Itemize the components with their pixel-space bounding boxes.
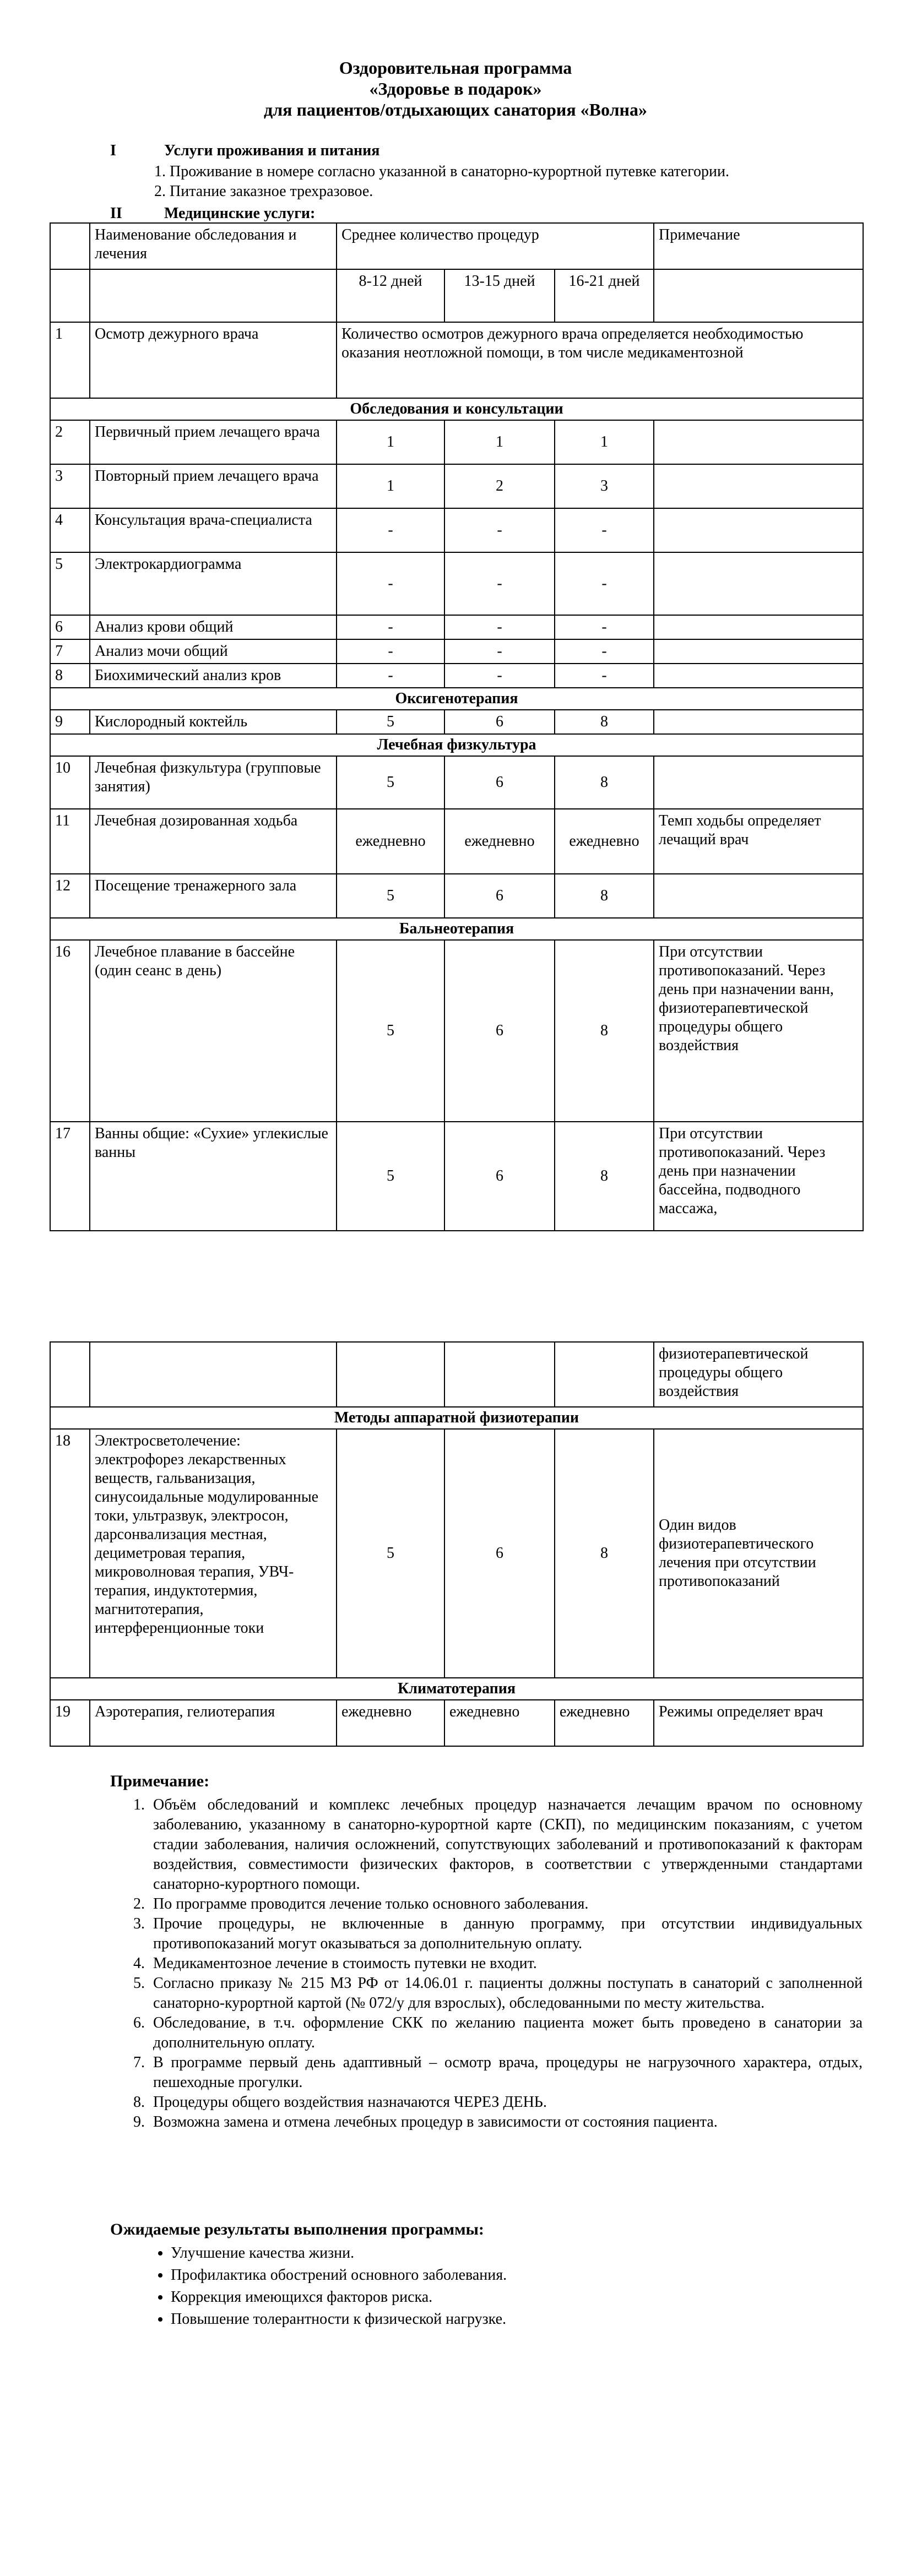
- row-number: 1: [50, 322, 90, 398]
- table-period-row: [50, 269, 863, 322]
- doc-title-line2: «Здоровье в подарок»: [369, 79, 542, 99]
- count-13-15: -: [444, 615, 555, 639]
- table-row: [50, 1122, 863, 1231]
- group-heading-climate: Климатотерапия: [50, 1678, 863, 1700]
- row-number: 4: [50, 508, 90, 552]
- row-note: При отсутствии противопоказаний. Через день при назначении ванн, физиотерапевтической процедуры общего воздействия: [654, 940, 863, 1122]
- service-item: 1. Проживание в номере согласно указанной в санаторно-курортной путевке категории.: [154, 163, 729, 180]
- table-row: [50, 710, 863, 734]
- medical-services-table: [50, 222, 864, 1231]
- result-item: • Коррекция имеющихся факторов риска.: [171, 2286, 507, 2308]
- table-row: [50, 508, 863, 552]
- count-16-21: 8: [555, 1122, 654, 1231]
- row-number: 7: [50, 639, 90, 664]
- procedure-name: Консультация врача-специалиста: [90, 508, 337, 552]
- count-13-15: 1: [444, 420, 555, 464]
- procedure-name: Лечебное плавание в бассейне (один сеанс в день): [90, 940, 337, 1122]
- count-13-15: 2: [444, 464, 555, 508]
- count-8-12: -: [337, 552, 444, 615]
- table-row: [50, 322, 863, 398]
- group-heading-physio: Методы аппаратной физиотерапии: [50, 1407, 863, 1429]
- note-item: 2. По программе проводится лечение только основного заболевания.: [149, 1894, 863, 1914]
- note-item: 7. В программе первый день адаптивный – осмотр врача, процедуры не нагрузочного характера, отдых, пешеходные прогулки.: [149, 2053, 863, 2093]
- count-13-15: 6: [444, 1429, 555, 1678]
- result-item: • Повышение толерантности к физической нагрузке.: [171, 2308, 507, 2330]
- procedure-name: Посещение тренажерного зала: [90, 874, 337, 918]
- table-row: [50, 615, 863, 639]
- merged-note: Количество осмотров дежурного врача определяется необходимостью оказания неотложной помощи, в том числе медикаментозной: [337, 322, 863, 398]
- procedure-name: Анализ крови общий: [90, 615, 337, 639]
- count-16-21: -: [555, 508, 654, 552]
- group-heading-lfk: Лечебная физкультура: [50, 734, 863, 756]
- count-16-21: -: [555, 639, 654, 664]
- table-row: [50, 420, 863, 464]
- procedure-name: Аэротерапия, гелиотерапия: [90, 1700, 337, 1746]
- count-8-12: -: [337, 639, 444, 664]
- row-number: 5: [50, 552, 90, 615]
- count-8-12: 5: [337, 710, 444, 734]
- row-number: 17: [50, 1122, 90, 1231]
- table-row: [50, 1429, 863, 1678]
- row-note: Режимы определяет врач: [654, 1700, 863, 1746]
- group-heading-oxygen: Оксигенотерапия: [50, 688, 863, 710]
- procedure-name: Ванны общие: «Сухие» углекислые ванны: [90, 1122, 337, 1231]
- procedure-name: Электрокардиограмма: [90, 552, 337, 615]
- row-note: Один видов физиотерапевтического лечения при отсутствии противопоказаний: [654, 1429, 863, 1678]
- procedure-name: Первичный прием лечащего врача: [90, 420, 337, 464]
- row-number: 8: [50, 664, 90, 688]
- table-row: [50, 639, 863, 664]
- notes-list: [116, 1795, 863, 2132]
- result-item: • Профилактика обострений основного заболевания.: [171, 2264, 507, 2286]
- table-row: [50, 664, 863, 688]
- count-8-12: 5: [337, 1122, 444, 1231]
- row-note: [654, 756, 863, 809]
- service-item: 2. Питание заказное трехразовое.: [154, 183, 373, 200]
- row-note: [654, 552, 863, 615]
- count-8-12: -: [337, 508, 444, 552]
- count-16-21: 8: [555, 710, 654, 734]
- count-8-12: 5: [337, 1429, 444, 1678]
- note-item: 9. Возможна замена и отмена лечебных процедур в зависимости от состояния пациента.: [149, 2112, 863, 2132]
- count-8-12: 5: [337, 874, 444, 918]
- count-13-15: ежедневно: [444, 809, 555, 874]
- count-8-12: ежедневно: [337, 809, 444, 874]
- row-note: [654, 464, 863, 508]
- row-note-continued: физиотерапевтической процедуры общего воздействия: [654, 1342, 863, 1407]
- row-number: 18: [50, 1429, 90, 1678]
- procedure-name: Лечебная дозированная ходьба: [90, 809, 337, 874]
- count-8-12: 1: [337, 420, 444, 464]
- count-8-12: 5: [337, 940, 444, 1122]
- result-item: • Улучшение качества жизни.: [171, 2242, 507, 2264]
- row-number: 19: [50, 1700, 90, 1746]
- doc-title-line1: Оздоровительная программа: [339, 58, 572, 78]
- note-item: 6. Обследование, в т.ч. оформление СКК по желанию пациента может быть проведено в санатории за дополнительную оплату.: [149, 2013, 863, 2053]
- row-note: [654, 664, 863, 688]
- procedure-name: Электросветолечение: электрофорез лекарственных веществ, гальванизация, синусоидальные модулированные токи, ультразвук, электросон, дарсонвализация местная, дециметровая терапия, микроволновая терапия, УВЧ-терапия, индуктотермия, магнитотерапия, интерференционные токи: [90, 1429, 337, 1678]
- note-item: 4. Медикаментозное лечение в стоимость путевки не входит.: [149, 1954, 863, 1974]
- row-note: Темп ходьбы определяет лечащий врач: [654, 809, 863, 874]
- count-13-15: -: [444, 664, 555, 688]
- period-8-12: 8-12 дней: [337, 269, 444, 322]
- table-row: [50, 940, 863, 1122]
- count-16-21: 3: [555, 464, 654, 508]
- count-16-21: -: [555, 552, 654, 615]
- count-13-15: 6: [444, 940, 555, 1122]
- group-heading-balneo: Бальнеотерапия: [50, 918, 863, 940]
- count-8-12: -: [337, 664, 444, 688]
- procedure-name: Повторный прием лечащего врача: [90, 464, 337, 508]
- row-note: [654, 639, 863, 664]
- medical-services-table-continued: [50, 1341, 864, 1747]
- count-13-15: -: [444, 639, 555, 664]
- count-16-21: -: [555, 664, 654, 688]
- count-16-21: 8: [555, 874, 654, 918]
- row-number: 6: [50, 615, 90, 639]
- row-note: [654, 874, 863, 918]
- row-note: [654, 615, 863, 639]
- doc-title-line3: для пациентов/отдыхающих санатория «Волна»: [264, 100, 647, 119]
- section-1-title: Услуги проживания и питания: [164, 142, 380, 159]
- note-item: 5. Согласно приказу № 215 МЗ РФ от 14.06.01 г. пациенты должны поступать в санаторий с заполненной санаторно-курортной картой (№ 072/у для взрослых), обследованными по месту жительства.: [149, 1974, 863, 2013]
- count-8-12: ежедневно: [337, 1700, 444, 1746]
- row-number: 9: [50, 710, 90, 734]
- results-list: [149, 2242, 507, 2330]
- row-number: 11: [50, 809, 90, 874]
- row-number: 2: [50, 420, 90, 464]
- count-8-12: 5: [337, 756, 444, 809]
- table-row: [50, 1342, 863, 1407]
- notes-heading: Примечание:: [110, 1772, 210, 1790]
- table-row: [50, 1700, 863, 1746]
- count-8-12: -: [337, 615, 444, 639]
- table-row: [50, 809, 863, 874]
- row-number: 3: [50, 464, 90, 508]
- count-16-21: 8: [555, 1429, 654, 1678]
- period-16-21: 16-21 дней: [555, 269, 654, 322]
- row-note: При отсутствии противопоказаний. Через день при назначении бассейна, подводного массажа,: [654, 1122, 863, 1231]
- count-16-21: ежедневно: [555, 1700, 654, 1746]
- section-2-title: Медицинские услуги:: [164, 205, 316, 222]
- header-procedure-name: Наименование обследования и лечения: [90, 223, 337, 269]
- count-8-12: 1: [337, 464, 444, 508]
- table-row: [50, 552, 863, 615]
- table-row: [50, 464, 863, 508]
- count-16-21: 8: [555, 940, 654, 1122]
- row-number: 12: [50, 874, 90, 918]
- count-16-21: 1: [555, 420, 654, 464]
- row-note: [654, 710, 863, 734]
- count-16-21: 8: [555, 756, 654, 809]
- row-note: [654, 420, 863, 464]
- procedure-name: Анализ мочи общий: [90, 639, 337, 664]
- count-16-21: ежедневно: [555, 809, 654, 874]
- procedure-name: Лечебная физкультура (групповые занятия): [90, 756, 337, 809]
- table-row: [50, 756, 863, 809]
- count-16-21: -: [555, 615, 654, 639]
- procedure-name: Биохимический анализ кров: [90, 664, 337, 688]
- services-list: [154, 162, 729, 202]
- section-1-number: I: [110, 142, 116, 159]
- count-13-15: ежедневно: [444, 1700, 555, 1746]
- count-13-15: -: [444, 508, 555, 552]
- results-heading: Ожидаемые результаты выполнения программы:: [110, 2220, 484, 2238]
- note-item: 1. Объём обследований и комплекс лечебных процедур назначается лечащим врачом по основному заболеванию, указанному в санаторно-курортной карте (СКП), по медицинским показаниям, с учетом стадии заболевания, наличия осложнений, сопутствующих заболеваний и противопоказаний к факторам воздействия, совместимости физических факторов, в соответствии с утвержденными стандартами санаторно-курортного помощи.: [149, 1795, 863, 1894]
- count-13-15: 6: [444, 1122, 555, 1231]
- procedure-name: Осмотр дежурного врача: [90, 322, 337, 398]
- count-13-15: -: [444, 552, 555, 615]
- table-header-row: [50, 223, 863, 269]
- count-13-15: 6: [444, 710, 555, 734]
- row-note: [654, 508, 863, 552]
- header-note: Примечание: [654, 223, 863, 269]
- count-13-15: 6: [444, 756, 555, 809]
- row-number: 10: [50, 756, 90, 809]
- header-average-count: Среднее количество процедур: [337, 223, 654, 269]
- group-heading-exams: Обследования и консультации: [50, 398, 863, 420]
- note-item: 3. Прочие процедуры, не включенные в данную программу, при отсутствии индивидуальных противопоказаний могут оказываться за дополнительную оплату.: [149, 1914, 863, 1954]
- section-2-number: II: [110, 205, 122, 222]
- period-13-15: 13-15 дней: [444, 269, 555, 322]
- row-number: 16: [50, 940, 90, 1122]
- note-item: 8. Процедуры общего воздействия назначаются ЧЕРЕЗ ДЕНЬ.: [149, 2093, 863, 2112]
- count-13-15: 6: [444, 874, 555, 918]
- procedure-name: Кислородный коктейль: [90, 710, 337, 734]
- table-row: [50, 874, 863, 918]
